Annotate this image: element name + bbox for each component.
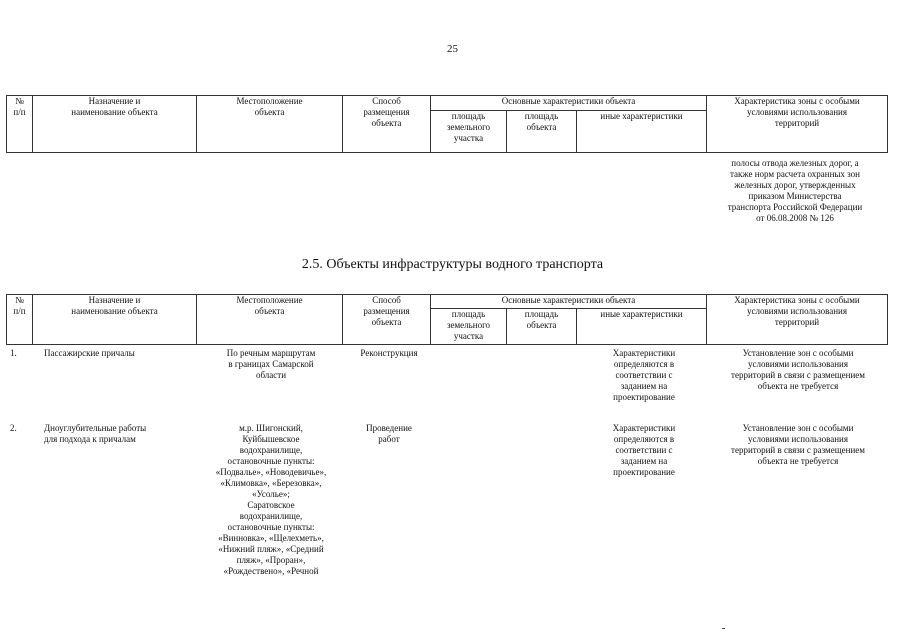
header-object-area: площадь объекта bbox=[507, 309, 577, 345]
header-zone: Характеристика зоны с особыми условиями использования территорий bbox=[707, 295, 888, 345]
continued-table-header bbox=[6, 95, 888, 153]
header-zone: Характеристика зоны с особыми условиями использования территорий bbox=[707, 96, 888, 153]
header-name: Назначение и наименование объекта bbox=[33, 96, 197, 153]
row-number: 2. bbox=[10, 423, 17, 433]
header-object-area: площадь объекта bbox=[507, 111, 577, 153]
header-land-area: площадь земельного участка bbox=[431, 111, 507, 153]
zone-characteristics: Установление зон с особыми условиями использования территорий в связи с размещением объекта не требуется bbox=[731, 423, 865, 466]
object-location: м.р. Шигонский, Куйбышевское водохранилище, остановочные пункты: «Подвалье», «Новодевичье», «Климовка», «Березовка», «Усолье»; Саратовское водохранилище, остановочные пункты: «Винновка», «Щелехметь», «Нижний пляж», «Средний пляж», «Проран», «Рождествено», «Речной bbox=[215, 423, 327, 576]
header-other: иные характеристики bbox=[577, 309, 707, 345]
header-other: иные характеристики bbox=[577, 111, 707, 153]
scan-mark bbox=[722, 628, 725, 629]
row-number: 1. bbox=[10, 348, 17, 358]
object-location: По речным маршрутам в границах Самарской области bbox=[226, 348, 316, 380]
header-num: № п/п bbox=[7, 295, 33, 345]
page-number: 25 bbox=[447, 43, 458, 55]
header-main-characteristics: Основные характеристики объекта bbox=[431, 295, 707, 309]
header-land-area: площадь земельного участка bbox=[431, 309, 507, 345]
continuation-text: полосы отвода железных дорог, а также норм расчета охранных зон железных дорог, утвержденных приказом Министерства транспорта Российской Федерации от 06.08.2008 № 126 bbox=[727, 158, 863, 223]
water-transport-table-header bbox=[6, 294, 888, 345]
header-method: Способ размещения объекта bbox=[343, 295, 431, 345]
other-characteristics: Характеристики определяются в соответствии с заданием на проектирование bbox=[612, 348, 676, 402]
header-method: Способ размещения объекта bbox=[343, 96, 431, 153]
header-main-characteristics: Основные характеристики объекта bbox=[431, 96, 707, 111]
section-title: 2.5. Объекты инфраструктуры водного транспорта bbox=[301, 257, 604, 272]
zone-characteristics: Установление зон с особыми условиями использования территорий в связи с размещением объекта не требуется bbox=[731, 348, 865, 391]
header-location: Местоположение объекта bbox=[197, 295, 343, 345]
placement-method: Проведение работ bbox=[366, 423, 412, 444]
placement-method: Реконструкция bbox=[360, 348, 418, 358]
object-name: Дноуглубительные работы для подхода к причалам bbox=[44, 423, 147, 444]
other-characteristics: Характеристики определяются в соответствии с заданием на проектирование bbox=[612, 423, 676, 477]
header-num: № п/п bbox=[7, 96, 33, 153]
header-location: Местоположение объекта bbox=[197, 96, 343, 153]
object-name: Пассажирские причалы bbox=[44, 348, 135, 358]
header-name: Назначение и наименование объекта bbox=[33, 295, 197, 345]
